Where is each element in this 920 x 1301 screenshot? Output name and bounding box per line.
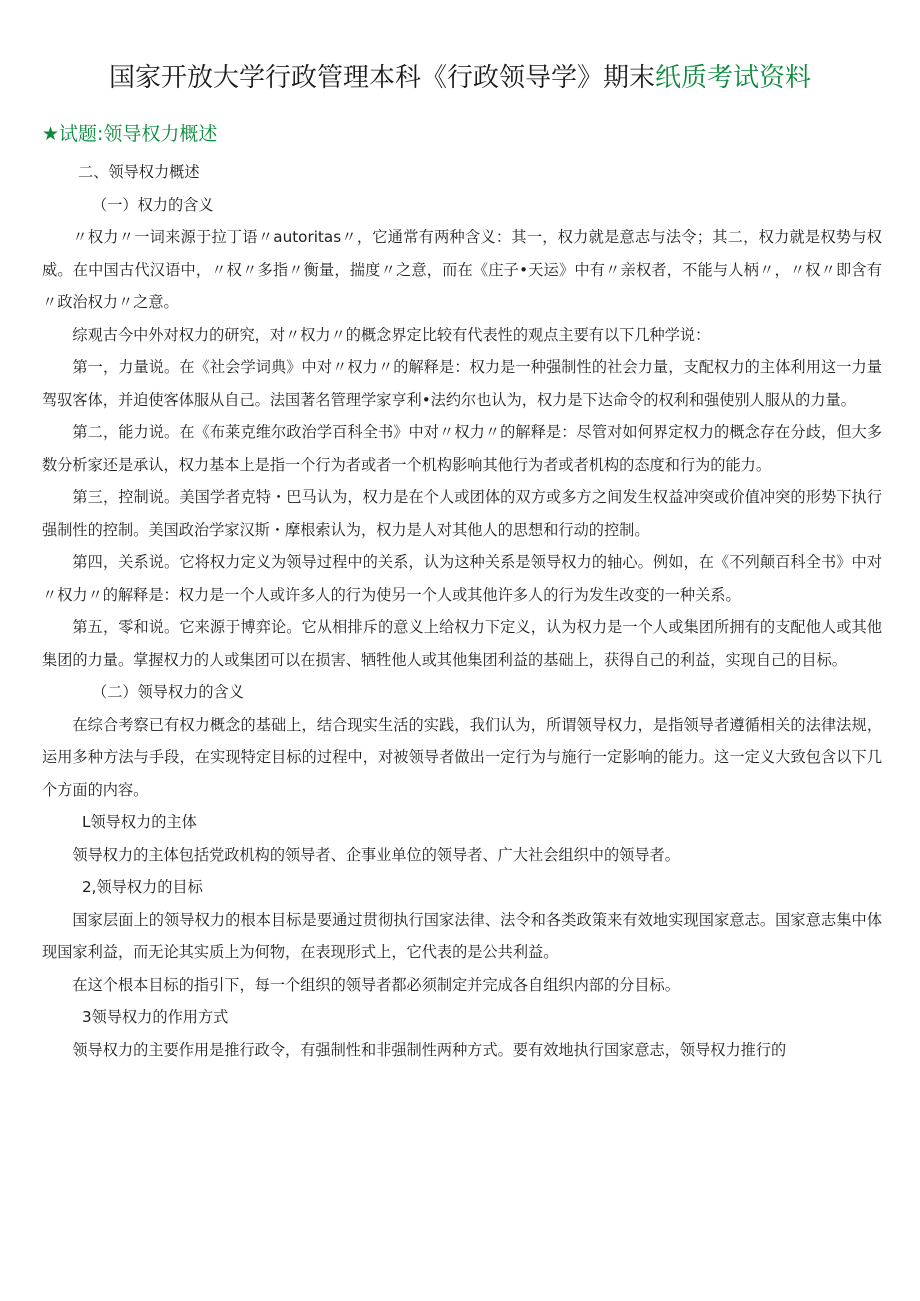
item-heading: 3领导权力的作用方式 — [82, 1008, 229, 1026]
title-highlight: 纸质考试资料 — [655, 63, 812, 93]
paragraph: 在综合考察已有权力概念的基础上，结合现实生活的实践，我们认为，所谓领导权力，是指领导者遵循相关的法律法规，运用多种方法与手段，在实现特定目标的过程中，对被领导者做出一定行为与施行一定影响的能力。这一定义大致包含以下几个方面的内容。 — [42, 715, 882, 799]
paragraph: 第二，能力说。在《布莱克维尔政治学百科全书》中对〃权力〃的解释是：尽管对如何界定权力的概念存在分歧，但大多数分析家还是承认，权力基本上是指一个行为者或者一个机构影响其他行为者或者机构的态度和行为的能力。 — [42, 423, 882, 474]
paragraph: 综观古今中外对权力的研究，对〃权力〃的概念界定比较有代表性的观点主要有以下几种学说： — [72, 325, 711, 344]
document-title — [0, 60, 920, 96]
document-body — [42, 156, 882, 1066]
paragraph: 国家层面上的领导权力的根本目标是要通过贯彻执行国家法律、法令和各类政策来有效地实现国家意志。国家意志集中体现国家利益，而无论其实质上为何物，在表现形式上，它代表的是公共利益。 — [42, 910, 882, 961]
paragraph: 第四，关系说。它将权力定义为领导过程中的关系，认为这种关系是领导权力的轴心。例如，在《不列颠百科全书》中对〃权力〃的解释是：权力是一个人或许多人的行为使另一个人或其他许多人的行为发生改变的一种关系。 — [42, 553, 882, 604]
item-heading: 2,领导权力的目标 — [82, 878, 203, 896]
paragraph: 第五，零和说。它来源于博弈论。它从相排斥的意义上给权力下定义，认为权力是一个人或集团所拥有的支配他人或其他集团的力量。掌握权力的人或集团可以在损害、牺牲他人或其他集团利益的基础上，获得自己的利益，实现自己的目标。 — [42, 618, 882, 669]
section-heading: ★试题:领导权力概述 — [42, 123, 218, 145]
paragraph: 在这个根本目标的指引下，每一个组织的领导者都必须制定并完成各自组织内部的分目标。 — [72, 975, 680, 994]
paragraph: 第一，力量说。在《社会学词典》中对〃权力〃的解释是：权力是一种强制性的社会力量，支配权力的主体利用这一力量驾驭客体，并迫使客体服从自己。法国著名管理学家亨利•法约尔也认为，权力是下达命令的权利和强使别人服从的力量。 — [42, 358, 882, 409]
subsection-heading: （一）权力的含义 — [92, 195, 214, 214]
subsection-heading: （二）领导权力的含义 — [92, 683, 244, 701]
title-main: 国家开放大学行政管理本科《行政领导学》期末 — [108, 63, 655, 93]
paragraph: 领导权力的主体包括党政机构的领导者、企事业单位的领导者、广大社会组织中的领导者。 — [72, 845, 680, 864]
item-heading: L领导权力的主体 — [82, 813, 197, 831]
paragraph: 领导权力的主要作用是推行政令，有强制性和非强制性两种方式。要有效地执行国家意志，领导权力推行的 — [72, 1040, 787, 1059]
paragraph: 〃权力〃一词来源于拉丁语〃autoritas〃，它通常有两种含义：其一，权力就是意志与法令；其二，权力就是权势与权威。在中国古代汉语中，〃权〃多指〃衡量，揣度〃之意，而在《庄子•天运》中有〃亲权者，不能与人柄〃，〃权〃即含有〃政治权力〃之意。 — [42, 228, 882, 311]
paragraph: 第三，控制说。美国学者克特・巴马认为，权力是在个人或团体的双方或多方之间发生权益冲突或价值冲突的形势下执行强制性的控制。美国政治学家汉斯・摩根索认为，权力是人对其他人的思想和行动的控制。 — [42, 488, 882, 539]
subsection-heading: 二、领导权力概述 — [78, 163, 200, 181]
